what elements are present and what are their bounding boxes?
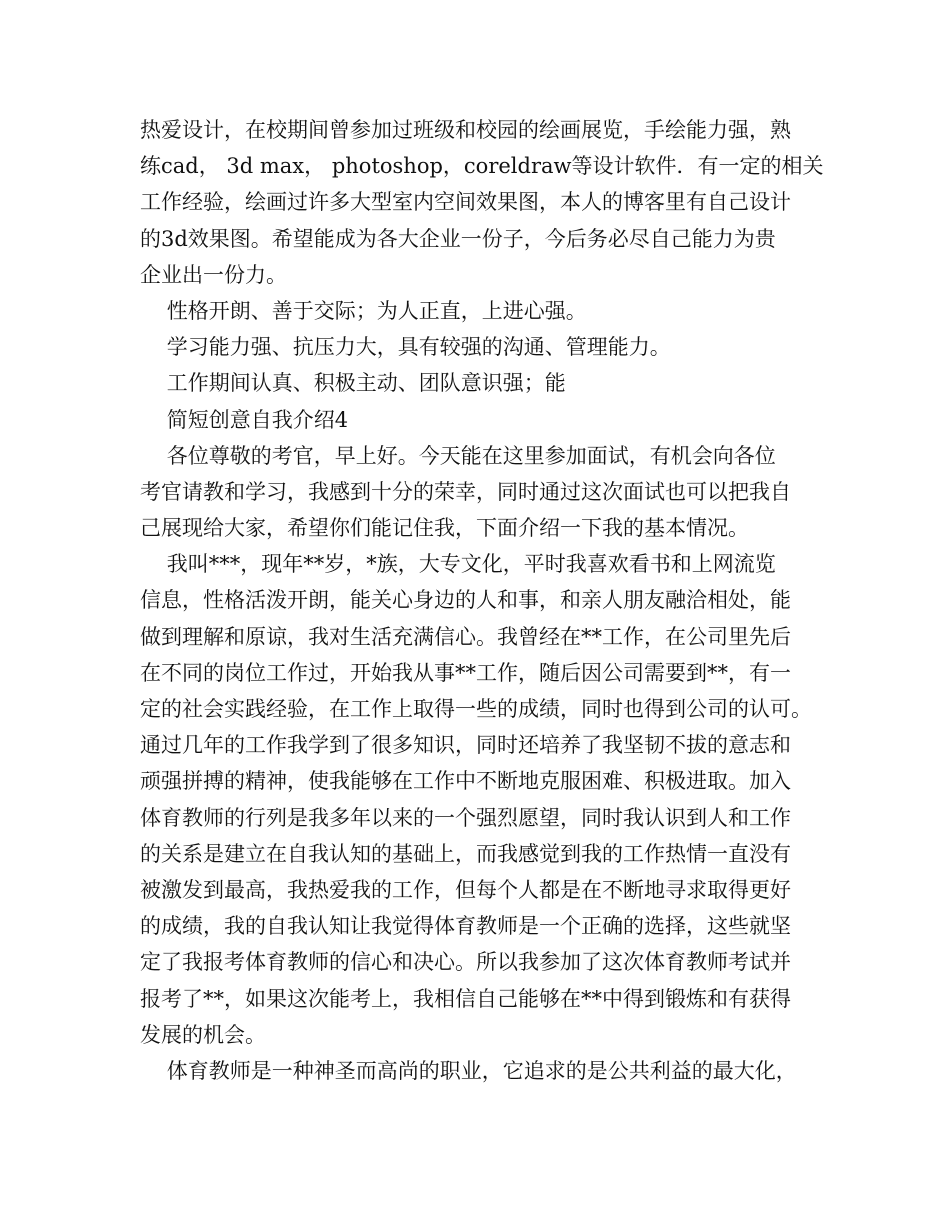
text-line: 企业出一份力。 bbox=[140, 262, 287, 287]
text-line: 己展现给大家，希望你们能记住我，下面介绍一下我的基本情况。 bbox=[140, 516, 749, 541]
text-line: 性格开朗、善于交际；为人正直，上进心强。 bbox=[140, 298, 587, 323]
text-line: 报考了**，如果这次能考上，我相信自己能够在**中得到锻炼和有获得 bbox=[140, 986, 791, 1011]
text-line: 发展的机会。 bbox=[140, 1022, 266, 1047]
text-line: 定了我报考体育教师的信心和决心。所以我参加了这次体育教师考试并 bbox=[140, 950, 791, 975]
text-line: 的成绩，我的自我认知让我觉得体育教师是一个正确的选择，这些就坚 bbox=[140, 914, 791, 939]
text-line: 各位尊敬的考官，早上好。今天能在这里参加面试，有机会向各位 bbox=[140, 443, 776, 468]
text-line: 体育教师是一种神圣而高尚的职业，它追求的是公共利益的最大化， bbox=[140, 1058, 797, 1083]
text-line: 考官请教和学习，我感到十分的荣幸，同时通过这次面试也可以把我自 bbox=[140, 479, 791, 504]
text-line: 做到理解和原谅，我对生活充满信心。我曾经在**工作，在公司里先后 bbox=[140, 624, 791, 649]
text-line: 练cad， 3d max， photoshop，coreldraw等设计软件．有一定的相关 bbox=[140, 154, 824, 179]
text-line: 定的社会实践经验，在工作上取得一些的成绩，同时也得到公司的认可。 bbox=[140, 697, 812, 721]
text-line: 在不同的岗位工作过，开始我从事**工作，随后因公司需要到**，有一 bbox=[140, 660, 791, 685]
text-line: 学习能力强、抗压力大，具有较强的沟通、管理能力。 bbox=[140, 335, 671, 360]
section-heading: 简短创意自我介绍4 bbox=[140, 407, 349, 432]
document-body bbox=[140, 112, 830, 1089]
text-line: 体育教师的行列是我多年以来的一个强烈愿望，同时我认识到人和工作 bbox=[140, 805, 791, 830]
text-line: 的3d效果图。希望能成为各大企业一份子，今后务必尽自己能力为贵 bbox=[140, 226, 776, 251]
text-line: 工作经验，绘画过许多大型室内空间效果图，本人的博客里有自己设计 bbox=[140, 190, 791, 215]
text-line: 顽强拼搏的精神，使我能够在工作中不断地克服困难、积极进取。加入 bbox=[140, 769, 791, 794]
text-line: 被激发到最高，我热爱我的工作，但每个人都是在不断地寻求取得更好 bbox=[140, 877, 791, 902]
text-line: 通过几年的工作我学到了很多知识，同时还培养了我坚韧不拔的意志和 bbox=[140, 733, 791, 758]
text-line: 我叫***，现年**岁，*族，大专文化，平时我喜欢看书和上网流览 bbox=[140, 552, 776, 577]
text-line: 工作期间认真、积极主动、团队意识强；能 bbox=[140, 371, 566, 396]
text-line: 热爱设计，在校期间曾参加过班级和校园的绘画展览，手绘能力强，熟 bbox=[140, 118, 791, 142]
text-line: 的关系是建立在自我认知的基础上，而我感觉到我的工作热情一直没有 bbox=[140, 841, 791, 866]
text-line: 信息，性格活泼开朗，能关心身边的人和事，和亲人朋友融洽相处，能 bbox=[140, 588, 791, 613]
